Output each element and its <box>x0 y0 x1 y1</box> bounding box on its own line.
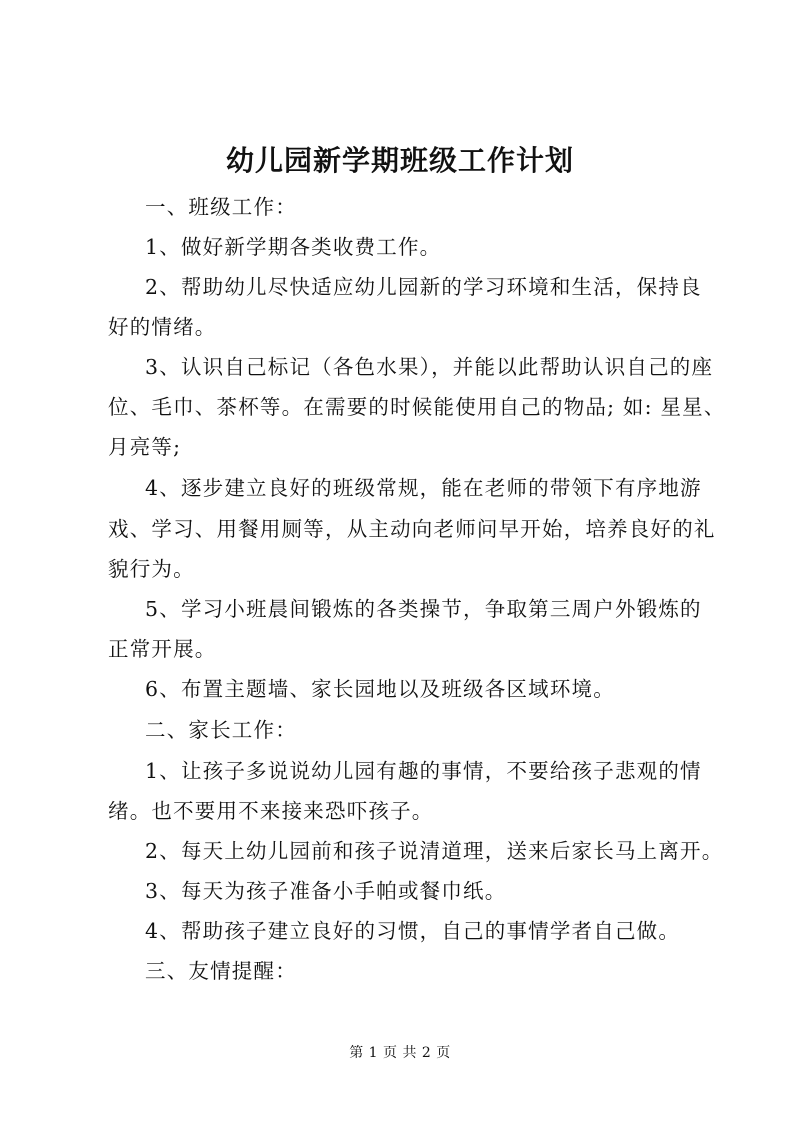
paragraph-line: 4、帮助孩子建立良好的习惯，自己的事情学者自己做。 <box>145 919 681 943</box>
section-heading-friendly-reminder: 三、友情提醒： <box>145 959 297 983</box>
document-title: 幼儿园新学期班级工作计划 <box>225 144 574 177</box>
paragraph-line: 月亮等; <box>108 435 182 459</box>
paragraph-line: 正常开展。 <box>108 637 217 661</box>
paragraph-line: 好的情绪。 <box>108 315 217 339</box>
paragraph-line: 1、做好新学期各类收费工作。 <box>145 235 442 259</box>
paragraph-line: 2、每天上幼儿园前和孩子说清道理，送来后家长马上离开。 <box>145 839 724 863</box>
paragraph-line: 位、毛巾、茶杯等。在需要的时候能使用自己的物品; 如: 星星、 <box>108 395 726 419</box>
section-heading-class-work: 一、班级工作： <box>145 195 297 219</box>
page-number-footer: 第 1 页 共 2 页 <box>349 1045 451 1061</box>
paragraph-line: 2、帮助幼儿尽快适应幼儿园新的学习环境和生活，保持良 <box>145 275 702 299</box>
paragraph-line: 4、逐步建立良好的班级常规，能在老师的带领下有序地游 <box>145 476 702 500</box>
paragraph-line: 6、布置主题墙、家长园地以及班级各区域环境。 <box>145 677 615 701</box>
section-heading-parent-work: 二、家长工作： <box>145 718 297 742</box>
paragraph-line: 戏、学习、用餐用厕等，从主动向老师问早开始，培养良好的礼 <box>108 517 716 541</box>
paragraph-line: 1、让孩子多说说幼儿园有趣的事情，不要给孩子悲观的情 <box>145 759 702 783</box>
paragraph-line: 5、学习小班晨间锻炼的各类操节，争取第三周户外锻炼的 <box>145 597 702 621</box>
paragraph-line: 3、认识自己标记（各色水果），并能以此帮助认识自己的座 <box>145 355 714 379</box>
paragraph-line: 绪。也不要用不来接来恐吓孩子。 <box>108 799 434 823</box>
paragraph-line: 3、每天为孩子准备小手帕或餐巾纸。 <box>145 879 507 903</box>
paragraph-line: 貌行为。 <box>108 557 195 581</box>
